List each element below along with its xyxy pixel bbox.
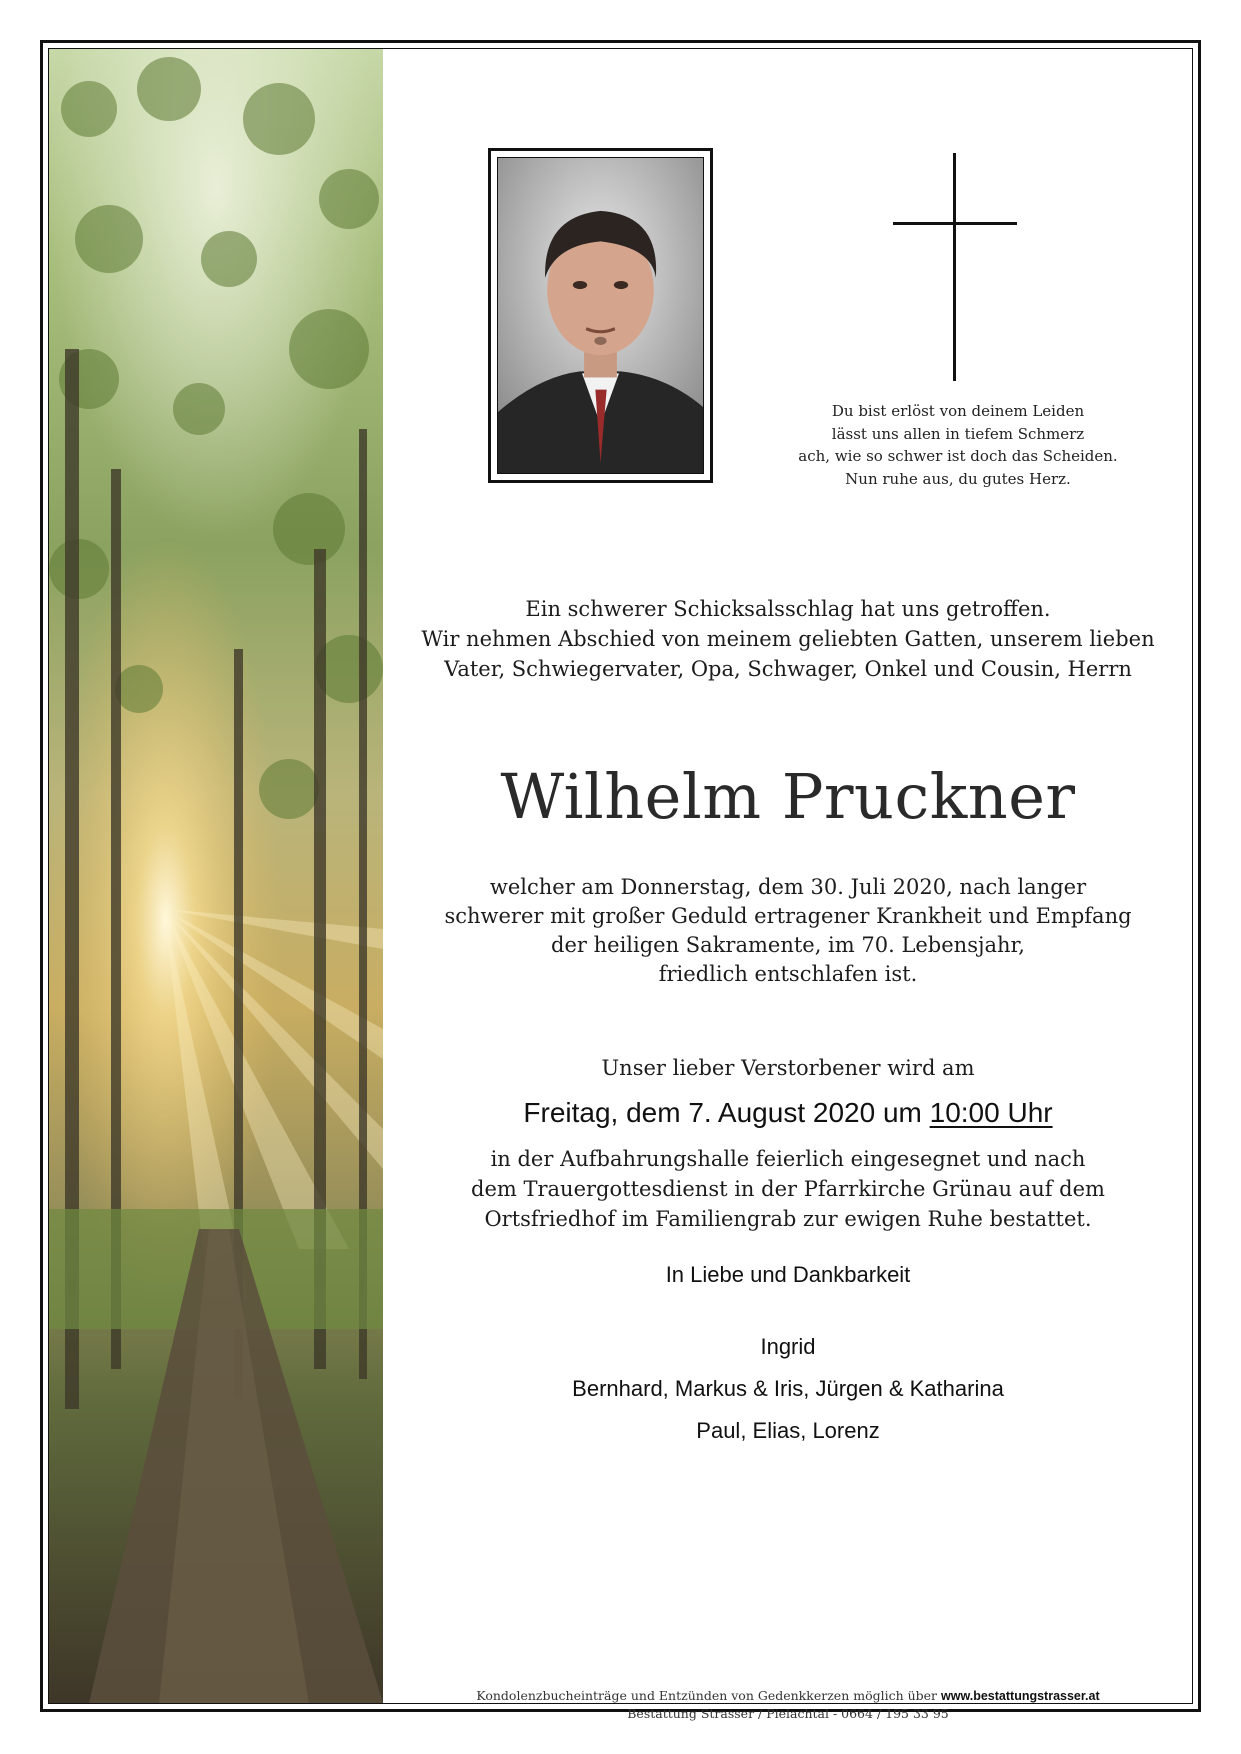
mourner-line: Ingrid xyxy=(760,1334,816,1359)
ceremony-line: Ortsfriedhof im Familiengrab zur ewigen Ruhe bestattet. xyxy=(484,1207,1092,1231)
mourners-heading: In Liebe und Dankbarkeit xyxy=(665,1262,911,1287)
website-link[interactable]: www.bestattungstrasser.at xyxy=(941,1689,1100,1703)
intro-line: Wir nehmen Abschied von meinem geliebten Gatten, unserem lieben xyxy=(421,627,1155,651)
ceremony-line: in der Aufbahrungshalle feierlich eingesegnet und nach xyxy=(490,1147,1086,1171)
mourner-line: Bernhard, Markus & Iris, Jürgen & Katharina xyxy=(572,1376,1004,1401)
funeral-date xyxy=(384,1094,1192,1132)
footer xyxy=(384,1687,1192,1723)
funeral-date-text: Freitag, dem 7. August 2020 um xyxy=(523,1097,922,1128)
ceremony-line: dem Trauergottesdienst in der Pfarrkirche Grünau auf dem xyxy=(471,1177,1105,1201)
portrait-photo xyxy=(488,148,713,483)
death-line: friedlich entschlafen ist. xyxy=(658,962,918,986)
poem-line: Du bist erlöst von deinem Leiden xyxy=(831,402,1085,420)
death-line: welcher am Donnerstag, dem 30. Juli 2020, nach langer xyxy=(489,875,1087,899)
death-line: der heiligen Sakramente, im 70. Lebensjahr, xyxy=(551,933,1025,957)
cross-icon xyxy=(893,153,1017,381)
intro-text xyxy=(384,594,1192,684)
memorial-poem xyxy=(758,400,1158,490)
funeral-home-contact: Bestattung Strasser / Pielachtal - 0664 / 195 33 95 xyxy=(627,1706,949,1721)
forest-sunlight-image xyxy=(49,49,383,1703)
footer-text: Kondolenzbucheinträge und Entzünden von Gedenkkerzen möglich über xyxy=(476,1688,938,1703)
intro-line: Vater, Schwiegervater, Opa, Schwager, Onkel und Cousin, Herrn xyxy=(444,657,1132,681)
death-notice xyxy=(384,873,1192,989)
ceremony-text xyxy=(384,1144,1192,1234)
mourner-line: Paul, Elias, Lorenz xyxy=(696,1418,880,1443)
deceased-name: Wilhelm Pruckner xyxy=(500,760,1076,833)
notice-content xyxy=(384,49,1192,1721)
poem-line: Nun ruhe aus, du gutes Herz. xyxy=(845,469,1071,488)
death-line: schwerer mit großer Geduld ertragener Krankheit und Empfang xyxy=(444,904,1132,928)
poem-line: lässt uns allen in tiefem Schmerz xyxy=(831,424,1085,443)
funeral-time: 10:00 Uhr xyxy=(929,1097,1053,1128)
intro-line: Ein schwerer Schicksalsschlag hat uns getroffen. xyxy=(525,597,1051,621)
funeral-announce: Unser lieber Verstorbener wird am xyxy=(601,1056,975,1080)
poem-line: ach, wie so schwer ist doch das Scheiden. xyxy=(798,447,1118,465)
